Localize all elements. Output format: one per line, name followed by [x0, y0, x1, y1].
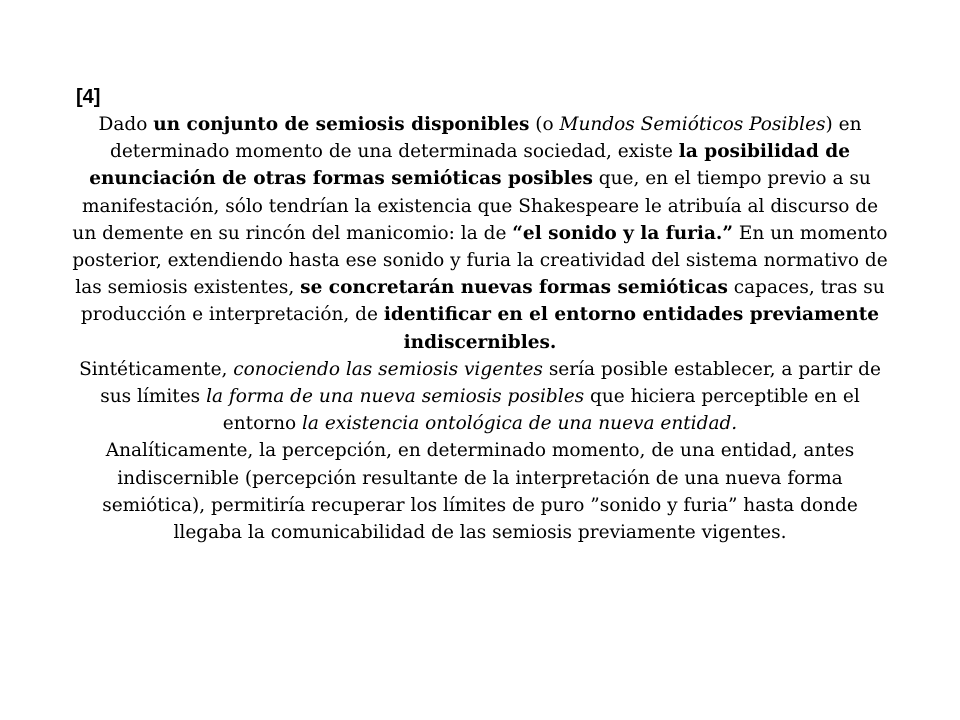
text-run: Dado	[98, 114, 154, 135]
text-run-bold: identificar en el entorno entidades previamente indiscernibles.	[383, 304, 880, 353]
paragraph-sinteticamente	[70, 356, 890, 438]
text-run: capaces, tras su producción e interpretación, de	[80, 277, 885, 326]
text-run: que, en el tiempo previo a su manifestación, sólo tendrían la existencia que Shakespeare le atribuía al discurso de un demente en su rincón del manicomio: la de	[72, 168, 879, 244]
text-run: Analíticamente, la percepción, en determinado momento, de una entidad, antes indiscernible (percepción resultante de la interpretación de una nueva forma semiótica), permitiría recuperar los límites de puro ”sonido y furia” hasta donde llegaba la comunicabilidad de las semiosis previamente vigentes.	[102, 440, 858, 544]
text-run: ) en determinado momento de una determinada sociedad, existe	[110, 114, 862, 163]
text-run-italic: Mundos Semióticos Posibles	[559, 114, 826, 135]
text-run-bold: un conjunto de semiosis disponibles	[153, 114, 530, 135]
slide-number-label: [4]	[76, 86, 101, 108]
text-run: En un momento posterior, extendiendo hasta ese sonido y furia la creatividad del sistema normativo de las semiosis existentes,	[72, 222, 888, 299]
paragraph-dado	[70, 111, 890, 356]
text-run-italic: la existencia ontológica de una nueva entidad.	[302, 413, 738, 435]
text-run: Sintéticamente,	[79, 358, 234, 380]
paragraph-analiticamente	[70, 437, 890, 546]
text-run-bold: la posibilidad de enunciación de otras formas semióticas posibles	[89, 141, 850, 190]
text-run: que hiciera perceptible en el entorno	[222, 386, 860, 435]
text-run-italic: la forma de una nueva semiosis posibles	[206, 386, 585, 408]
text-run: (o	[529, 114, 560, 135]
text-run-bold: “el sonido y la furia.”	[512, 222, 734, 244]
text-run-bold: se concretarán nuevas formas semióticas	[300, 277, 728, 299]
text-run: sería posible establecer, a partir de sus límites	[100, 358, 881, 408]
slide-body-text	[70, 111, 890, 546]
text-run-italic: conociendo las semiosis vigentes	[233, 358, 543, 380]
